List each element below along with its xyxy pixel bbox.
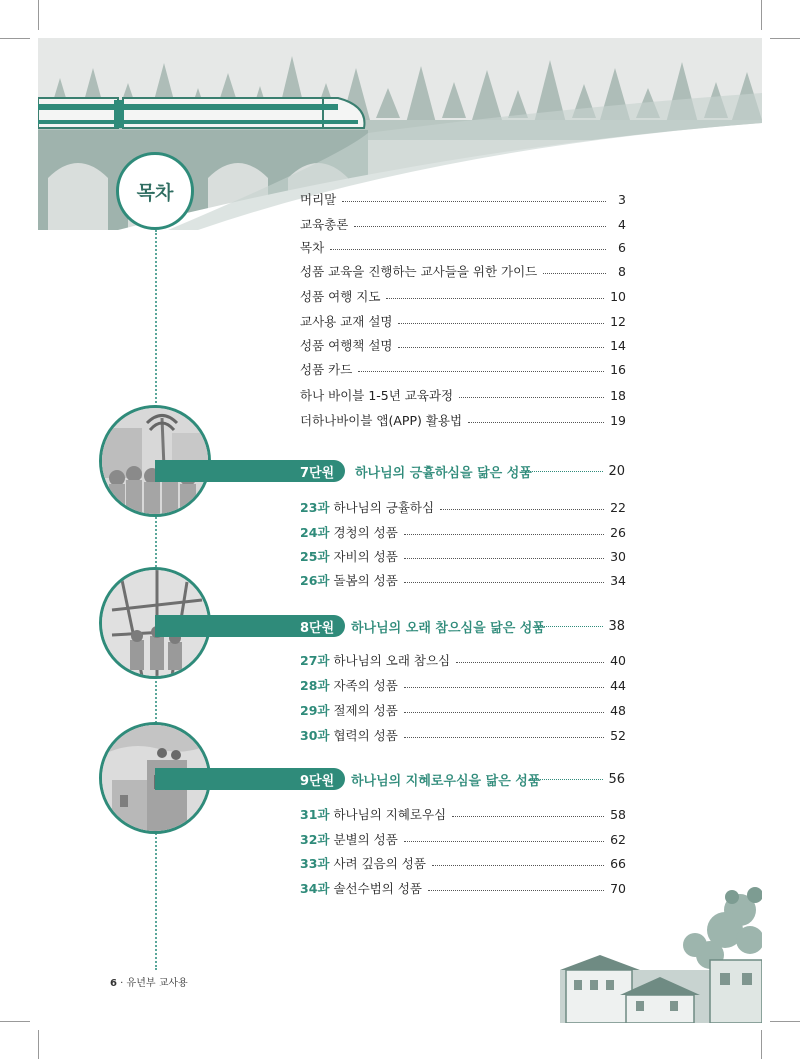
toc-entry-title: 하나 바이블 1-5년 교육과정 bbox=[300, 388, 454, 403]
lesson-page: 22 bbox=[610, 499, 626, 515]
lesson-number: 33과 bbox=[300, 856, 330, 871]
unit-page: 20 bbox=[608, 463, 625, 479]
crop-mark bbox=[770, 1021, 800, 1022]
leader-dots bbox=[330, 249, 606, 250]
leader-dots bbox=[404, 558, 604, 559]
leader-dots bbox=[404, 687, 604, 688]
lesson-title: 돌봄의 성품 bbox=[333, 573, 398, 588]
toc-entry[interactable] bbox=[300, 286, 626, 306]
leader-dots bbox=[456, 662, 604, 663]
toc-entry-page: 14 bbox=[610, 337, 626, 353]
leader-dots bbox=[543, 273, 606, 274]
toc-entry-page: 4 bbox=[618, 216, 626, 232]
lesson-page: 70 bbox=[610, 880, 626, 896]
lesson-entry[interactable] bbox=[300, 570, 626, 590]
lesson-page: 48 bbox=[610, 702, 626, 718]
unit-page: 56 bbox=[608, 771, 625, 787]
crop-mark bbox=[38, 1030, 39, 1059]
toc-entry-page: 10 bbox=[610, 288, 626, 304]
unit-title: 하나님의 긍휼하심을 닮은 성품 bbox=[355, 465, 532, 481]
leader-dots bbox=[398, 347, 604, 348]
lesson-entry[interactable] bbox=[300, 546, 626, 566]
page-number: 6 bbox=[110, 978, 117, 989]
lesson-number: 29과 bbox=[300, 703, 330, 718]
toc-entry-title: 성품 여행책 설명 bbox=[300, 338, 393, 353]
toc-entry-page: 8 bbox=[618, 263, 626, 279]
toc-entry-title: 성품 여행 지도 bbox=[300, 289, 381, 304]
lesson-entry[interactable] bbox=[300, 650, 626, 670]
unit-8-heading[interactable] bbox=[155, 615, 625, 637]
lesson-entry[interactable] bbox=[300, 522, 626, 542]
toc-entry-title: 교사용 교재 설명 bbox=[300, 314, 393, 329]
unit-label: 8단원 bbox=[300, 620, 335, 636]
lesson-title: 자비의 성품 bbox=[333, 549, 398, 564]
lesson-title: 협력의 성품 bbox=[333, 728, 398, 743]
unit-label: 9단원 bbox=[300, 773, 335, 789]
toc-entry-page: 16 bbox=[610, 361, 626, 377]
footer-separator: · bbox=[120, 978, 124, 989]
leader-dots bbox=[452, 816, 604, 817]
lesson-page: 44 bbox=[610, 677, 626, 693]
toc-heading: 목차 bbox=[116, 152, 194, 230]
lesson-page: 34 bbox=[610, 572, 626, 588]
crop-mark bbox=[770, 38, 800, 39]
lesson-entry[interactable] bbox=[300, 829, 626, 849]
unit-page: 38 bbox=[608, 618, 625, 634]
town-illustration bbox=[560, 885, 762, 1023]
toc-entry-page: 6 bbox=[618, 239, 626, 255]
book-name: 유년부 교사용 bbox=[126, 978, 188, 989]
leader-dots bbox=[398, 323, 604, 324]
lesson-number: 28과 bbox=[300, 678, 330, 693]
leader-dots bbox=[386, 298, 604, 299]
lesson-number: 27과 bbox=[300, 653, 330, 668]
lesson-entry[interactable] bbox=[300, 725, 626, 745]
lesson-page: 58 bbox=[610, 806, 626, 822]
toc-entry[interactable] bbox=[300, 189, 626, 209]
leader-dots bbox=[525, 471, 603, 472]
lesson-number: 23과 bbox=[300, 500, 330, 515]
lesson-number: 24과 bbox=[300, 525, 330, 540]
toc-entry-title: 더하나바이블 앱(APP) 활용법 bbox=[300, 413, 463, 428]
lesson-title: 경청의 성품 bbox=[333, 525, 398, 540]
toc-entry[interactable] bbox=[300, 311, 626, 331]
toc-entry[interactable] bbox=[300, 214, 626, 234]
leader-dots bbox=[404, 841, 604, 842]
toc-entry[interactable] bbox=[300, 261, 626, 281]
leader-dots bbox=[440, 509, 604, 510]
leader-dots bbox=[342, 201, 606, 202]
leader-dots bbox=[404, 534, 604, 535]
crop-mark bbox=[38, 0, 39, 30]
lesson-title: 사려 깊음의 성품 bbox=[333, 856, 426, 871]
toc-entry-title: 목차 bbox=[300, 240, 325, 255]
crop-mark bbox=[761, 0, 762, 30]
leader-dots bbox=[354, 226, 606, 227]
toc-entry-title: 성품 교육을 진행하는 교사들을 위한 가이드 bbox=[300, 264, 538, 279]
unit-title: 하나님의 오래 참으심을 닮은 성품 bbox=[351, 620, 545, 636]
lesson-entry[interactable] bbox=[300, 497, 626, 517]
toc-entry-page: 18 bbox=[610, 387, 626, 403]
lesson-title: 하나님의 지혜로우심 bbox=[333, 807, 447, 822]
unit-label: 7단원 bbox=[300, 465, 335, 481]
lesson-page: 66 bbox=[610, 855, 626, 871]
lesson-number: 26과 bbox=[300, 573, 330, 588]
toc-entry-title: 성품 카드 bbox=[300, 362, 353, 377]
crop-mark bbox=[0, 38, 30, 39]
lesson-page: 62 bbox=[610, 831, 626, 847]
lesson-entry[interactable] bbox=[300, 700, 626, 720]
lesson-title: 자족의 성품 bbox=[333, 678, 398, 693]
leader-dots bbox=[537, 626, 603, 627]
leader-dots bbox=[432, 865, 604, 866]
lesson-number: 25과 bbox=[300, 549, 330, 564]
leader-dots bbox=[404, 582, 604, 583]
lesson-title: 솔선수범의 성품 bbox=[333, 881, 422, 896]
leader-dots bbox=[459, 397, 604, 398]
toc-entry[interactable] bbox=[300, 385, 626, 405]
toc-entry[interactable] bbox=[300, 335, 626, 355]
lesson-number: 31과 bbox=[300, 807, 330, 822]
lesson-number: 30과 bbox=[300, 728, 330, 743]
lesson-number: 34과 bbox=[300, 881, 330, 896]
lesson-title: 절제의 성품 bbox=[333, 703, 398, 718]
toc-entry-page: 3 bbox=[618, 191, 626, 207]
unit-9-heading[interactable] bbox=[155, 768, 625, 790]
lesson-entry[interactable] bbox=[300, 675, 626, 695]
crop-mark bbox=[761, 1030, 762, 1059]
toc-entry[interactable] bbox=[300, 359, 626, 379]
toc-entry[interactable] bbox=[300, 237, 626, 257]
lesson-title: 하나님의 긍휼하심 bbox=[333, 500, 435, 515]
lesson-page: 52 bbox=[610, 727, 626, 743]
lesson-entry[interactable] bbox=[300, 853, 626, 873]
toc-entry-title: 교육총론 bbox=[300, 217, 349, 232]
lesson-number: 32과 bbox=[300, 832, 330, 847]
lesson-page: 30 bbox=[610, 548, 626, 564]
toc-entry-title: 머리말 bbox=[300, 192, 337, 207]
toc-entry-page: 19 bbox=[610, 412, 626, 428]
toc-entry-page: 12 bbox=[610, 313, 626, 329]
leader-dots bbox=[404, 712, 604, 713]
lesson-title: 분별의 성품 bbox=[333, 832, 398, 847]
lesson-entry[interactable] bbox=[300, 804, 626, 824]
lesson-page: 26 bbox=[610, 524, 626, 540]
toc-entry[interactable] bbox=[300, 410, 626, 430]
lesson-page: 40 bbox=[610, 652, 626, 668]
leader-dots bbox=[468, 422, 604, 423]
leader-dots bbox=[358, 371, 604, 372]
leader-dots bbox=[404, 737, 604, 738]
crop-mark bbox=[0, 1021, 30, 1022]
unit-7-heading[interactable] bbox=[155, 460, 625, 482]
leader-dots bbox=[529, 779, 603, 780]
lesson-title: 하나님의 오래 참으심 bbox=[333, 653, 451, 668]
unit-title: 하나님의 지혜로우심을 닮은 성품 bbox=[351, 773, 541, 789]
page-footer bbox=[110, 974, 188, 989]
